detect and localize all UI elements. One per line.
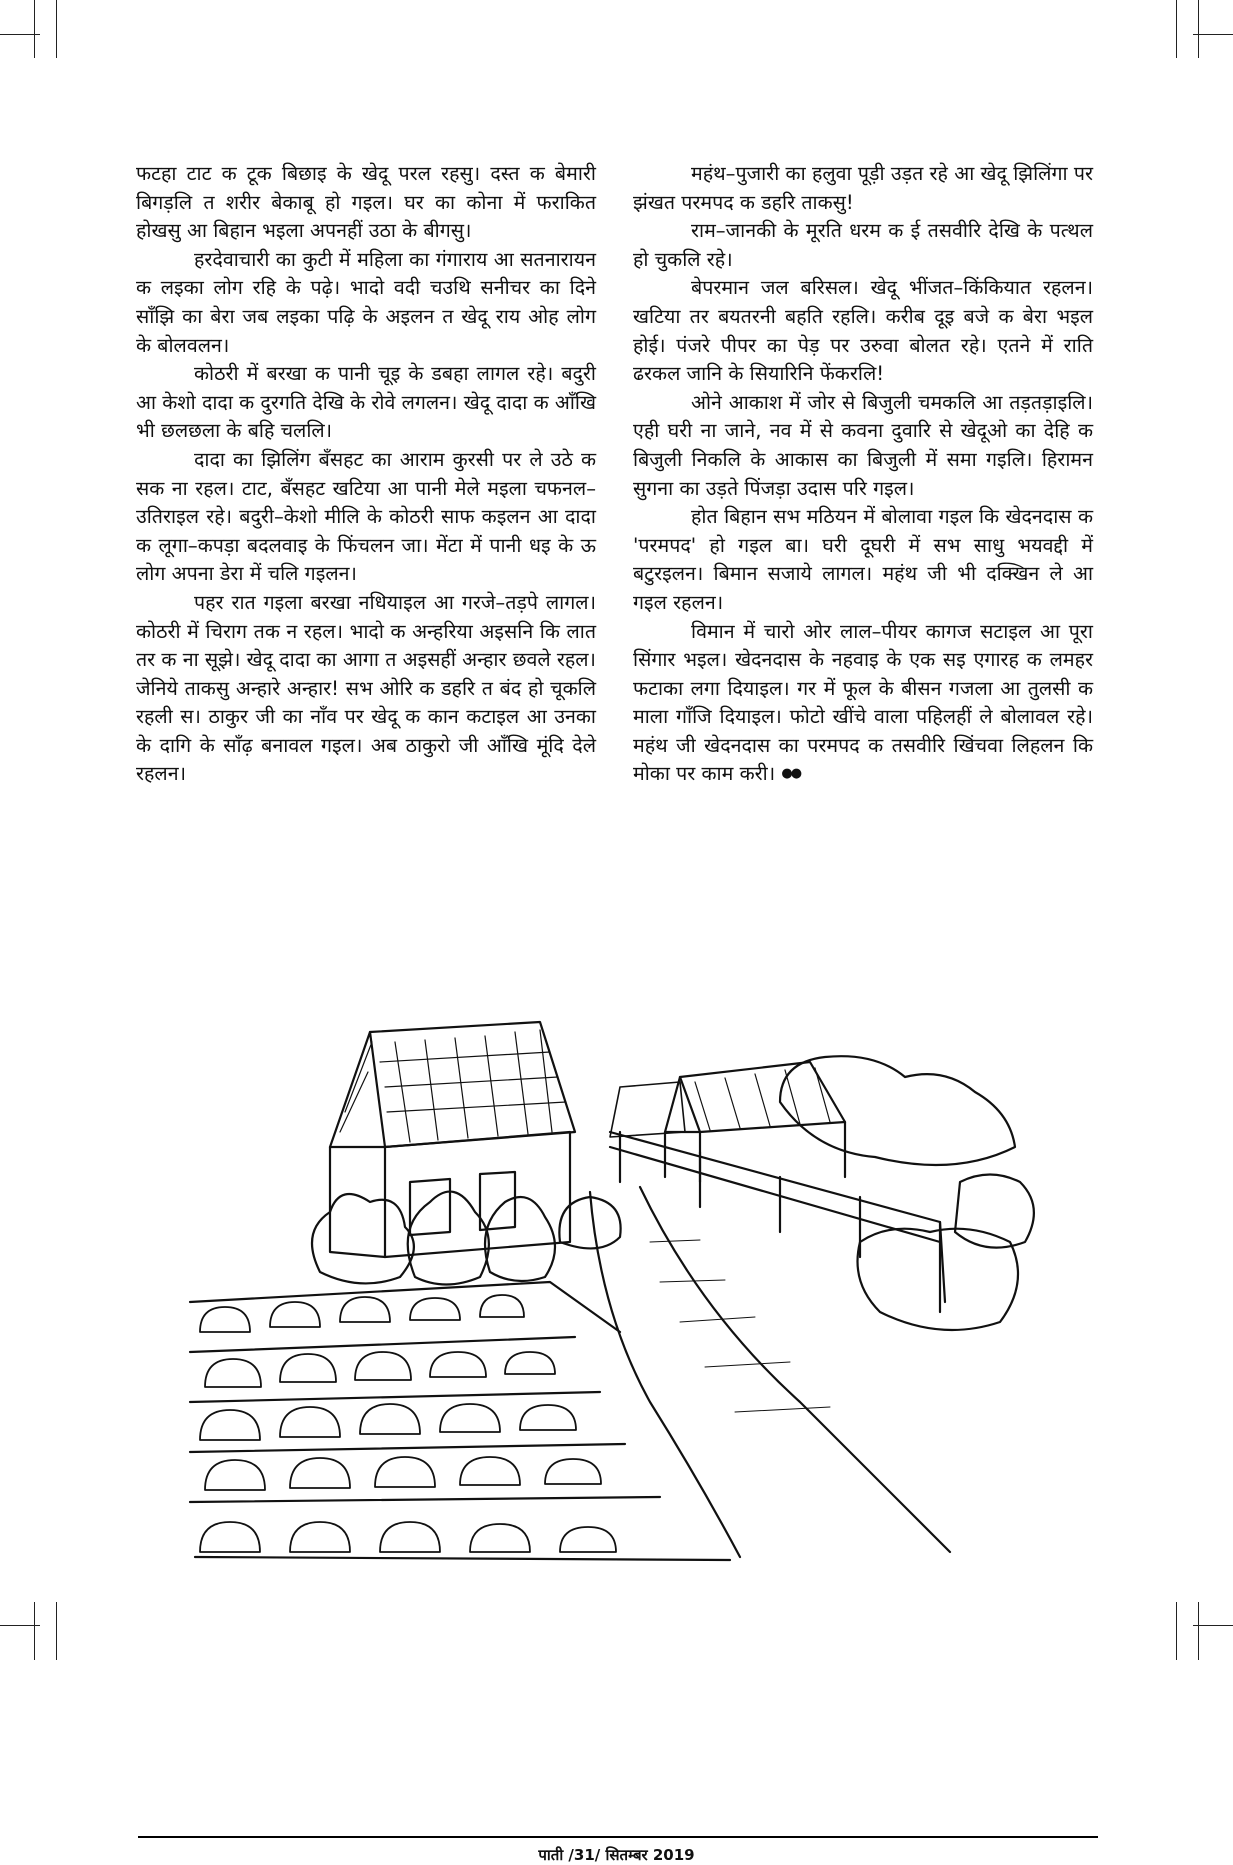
crop-mark <box>1176 1602 1177 1660</box>
crop-mark <box>1198 1602 1199 1660</box>
page-footer: पाती /31/ सितम्बर 2019 <box>538 1846 695 1864</box>
paragraph: महंथ–पुजारी का हलुवा पूड़ी उड़त रहे आ खेदू झिलिंगा पर झंखत परमपद क डहरि ताकसु! <box>633 162 1093 214</box>
paragraph: कोठरी में बरखा क पानी चूइ के डबहा लागल रहे। बदुरी आ केशो दादा क दुरगति देखि के रोवे लगलन। खेदू दादा क आँखि भी छलछला के बहि चललि। <box>136 362 596 443</box>
paragraph: पहर रात गइला बरखा नधियाइल आ गरजे–तड़पे लागल। कोठरी में चिराग तक न रहल। भादो क अन्हरिया अइसनि कि लात तर क ना सूझे। खेदू दादा का आगा त अइसहीं अन्हार छवले रहल। जेनिये ताकसु अन्हारे अन्हार! सभ ओरि क डहरि त बंद हो चूकलि रहली स। ठाकुर जी का नाँव पर खेदू क कान कटाइल आ उनका के दागि के साँढ़ बनावल गइल। अब ठाकुरो जी आँखि मूंदि देले रहलन। <box>136 590 596 786</box>
paragraph: ओने आकाश में जोर से बिजुली चमकलि आ तड़तड़ाइलि। एही घरी ना जाने, नव में से कवना दुवारि से खेदूओ का देहि क बिजुली निकलि के आकास का बिजुली में समा गइलि। हिरामन सुगना का उड़ते पिंजड़ा उदास परि गइल। <box>633 390 1093 500</box>
footer-rule <box>138 1836 1098 1838</box>
village-cottages-sketch <box>180 982 1060 1562</box>
paragraph: बेपरमान जल बरिसल। खेदू भींजत–किंकियात रहलन। खटिया तर बयतरनी बहति रहलि। करीब दूइ बजे क बेरा भइल होई। पंजरे पीपर का पेड़ पर उरुवा बोलत रहे। एतने में राति ढरकल जानि के सियारिनि फेंकरलि! <box>633 276 1093 386</box>
crop-mark <box>1176 0 1177 58</box>
paragraph: राम–जानकी के मूरति धरम क ई तसवीरि देखि के पत्थल हो चुकलि रहे। <box>633 219 1093 271</box>
crop-mark <box>56 0 57 58</box>
paragraph: फटहा टाट क टूक बिछाइ के खेदू परल रहसु। दस्त क बेमारी बिगड़लि त शरीर बेकाबू हो गइल। घर का कोना में फराकित होखसु आ बिहान भइला अपनहीं उठा के बीगसु। <box>136 162 596 243</box>
crop-mark <box>1193 34 1233 35</box>
paragraph: हरदेवाचारी का कुटी में महिला का गंगाराय आ सतनारायन क लइका लोग रहि के पढ़े। भादो वदी चउथि सनीचर का दिने साँझि का बेरा जब लइका पढ़ि के अइलन त खेदू राय ओह लोग के बोलवलन। <box>136 247 596 357</box>
end-mark: ●● <box>781 766 801 782</box>
paragraph <box>633 618 1093 790</box>
paragraph-text: विमान में चारो ओर लाल–पीयर कागज सटाइल आ पूरा सिंगार भइल। खेदनदास के नहवाइ के एक सइ एगारह क लमहर फटाका लगा दियाइल। गर में फूल के बीसन गजला आ तुलसी क माला गाँजि दियाइल। फोटो खींचे वाला पहिलहीं ले बोलावल रहे। महंथ जी खेदनदास का परमपद क तसवीरि खिंचवा लिहलन कि मोका पर काम करी। <box>633 619 1093 786</box>
article-column-right <box>633 160 1093 789</box>
house-sketch-icon <box>330 1022 575 1257</box>
paragraph: दादा का झिलिंग बँसहट का आराम कुरसी पर ले उठे क सक ना रहल। टाट, बँसहट खटिया आ पानी मेले मइला चफनल–उतिराइल रहे। बदुरी–केशो मीलि के कोठरी साफ कइलन आ दादा क लूगा–कपड़ा बदलवाइ के फिंचलन जा। मेंटा में पानी धइ के ऊ लोग अपना डेरा में चलि गइलन। <box>136 447 596 586</box>
crop-mark <box>1193 1625 1233 1626</box>
crop-mark <box>34 0 35 58</box>
article-column-left <box>136 160 596 789</box>
paragraph: होत बिहान सभ मठियन में बोलावा गइल कि खेदनदास क 'परमपद' हो गइल बा। घरी दूघरी में सभ साधु भयवद्दी में बटुरइलन। बिमान सजाये लागल। महंथ जी भी दक्खिन ले आ गइल रहलन। <box>633 505 1093 614</box>
crop-mark <box>1198 0 1199 58</box>
crop-mark <box>34 1602 35 1660</box>
crop-mark <box>56 1602 57 1660</box>
